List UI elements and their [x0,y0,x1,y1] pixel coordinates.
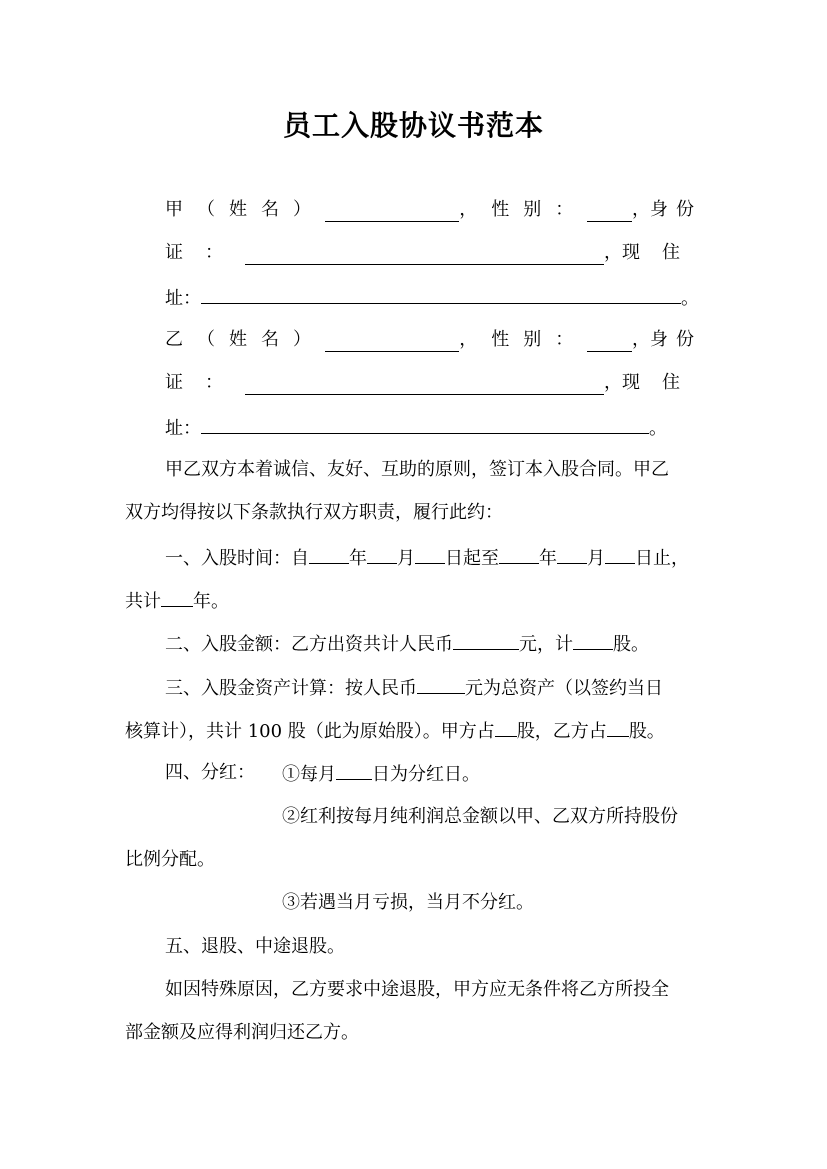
clause-1-total-end: 年。 [193,591,229,612]
party-b-id-label-1: 身份 [650,329,702,350]
party-b-addr-label-2: 址： [165,418,201,439]
clause-3-line-1 [165,675,663,701]
party-b-addr-label-1: 现住 [622,372,702,393]
clause-3-amount-blank[interactable] [417,675,465,694]
clause-1-from-label: 日起至 [445,548,499,569]
clause-3-label: 三、入股金资产计算：按人民币 [165,678,417,699]
clause-4-label: 四、分红： [165,762,255,783]
party-a-id-label-1: 身份 [650,199,702,220]
clause-4-item-1 [282,761,480,787]
clause-4-item-1-b: 日为分红日。 [372,764,480,785]
clause-4-item-2-line-1: ②红利按每月纯利润总金额以甲、乙双方所持股份 [282,806,678,827]
clause-1-total-years-blank[interactable] [161,588,193,607]
clause-3-end: 股。 [628,721,665,742]
clause-1-start-day-blank[interactable] [415,545,445,564]
clause-3-line-2 [125,718,665,744]
clause-4-item-1-a: ①每月 [282,764,336,785]
party-b-name-blank[interactable] [325,333,459,352]
clause-2-line [165,631,649,657]
clause-1-month-label-2: 月 [587,548,605,569]
clause-3-party-a-shares-blank[interactable] [495,718,517,737]
party-b-sex-label: ，性别： [459,329,588,350]
clause-5-heading: 五、退股、中途退股。 [165,936,345,957]
party-a-name-blank[interactable] [325,203,459,222]
party-a-sex-blank[interactable] [587,203,632,222]
clause-1-end-month-blank[interactable] [557,545,587,564]
clause-1-end-year-blank[interactable] [499,545,539,564]
party-b-id-label-2: 证： [165,372,245,393]
clause-2-yuan-label: 元，计 [519,634,573,655]
party-b-sex-blank[interactable] [587,333,632,352]
party-b-comma: ， [632,329,650,350]
clause-4-item-2-line-2: 比例分配。 [125,849,215,870]
clause-3-party-b-shares-blank[interactable] [607,718,629,737]
clause-5-line-2: 部金额及应得利润归还乙方。 [125,1022,359,1043]
clause-1-start-month-blank[interactable] [367,545,397,564]
clause-1-line-2 [125,588,229,614]
party-a-name-label: 甲（姓名） [165,199,325,220]
document-title: 员工入股协议书范本 [282,109,544,142]
clause-2-shares-blank[interactable] [573,631,613,650]
clause-4-day-blank[interactable] [336,761,372,780]
party-a-addr-row [165,285,699,311]
clause-2-amount-blank[interactable] [453,631,519,650]
party-a-addr-blank[interactable] [201,285,681,304]
clause-1-year-label: 年 [349,548,367,569]
party-b-id-row [165,371,702,395]
party-a-comma: ， [632,199,650,220]
intro-line-2: 双方均得按以下条款执行双方职责，履行此约： [125,502,503,523]
party-a-id-label-2: 证： [165,242,245,263]
party-a-addr-label-1: 现住 [622,242,702,263]
clause-1-line-1 [165,545,689,571]
party-b-name-label: 乙（姓名） [165,329,325,350]
clause-1-total-label: 共计 [125,591,161,612]
clause-4-item-3: ③若遇当月亏损，当月不分红。 [282,892,534,913]
clause-1-end-day-blank[interactable] [605,545,635,564]
clause-1-to-label: 日止， [635,548,689,569]
clause-2-shares-label: 股。 [613,634,649,655]
party-a-comma-2: ， [604,242,622,263]
clause-1-month-label: 月 [397,548,415,569]
party-a-end: 。 [681,288,699,309]
party-a-sex-label: ，性别： [459,199,588,220]
party-b-comma-2: ， [604,372,622,393]
clause-3-label-b: 元为总资产（以签约当日 [465,678,663,699]
clause-3-total-label: 核算计），共计 100 股（此为原始股）。甲方占 [125,721,495,742]
clause-1-year-label-2: 年 [539,548,557,569]
clause-2-label: 二、入股金额：乙方出资共计人民币 [165,634,453,655]
party-b-addr-blank[interactable] [201,415,649,434]
clause-1-label: 一、入股时间：自 [165,548,309,569]
party-a-id-row [165,241,702,265]
clause-3-party-b-label: 股，乙方占 [516,721,607,742]
party-b-id-blank[interactable] [245,376,604,395]
party-b-end: 。 [649,418,667,439]
clause-5-line-1: 如因特殊原因，乙方要求中途退股，甲方应无条件将乙方所投全 [165,979,669,1000]
party-a-name-row [165,198,702,222]
party-a-id-blank[interactable] [245,246,604,265]
clause-1-start-year-blank[interactable] [309,545,349,564]
party-a-addr-label-2: 址： [165,288,201,309]
party-b-name-row [165,328,702,352]
party-b-addr-row [165,415,667,441]
intro-line-1: 甲乙双方本着诚信、友好、互助的原则，签订本入股合同。甲乙 [165,459,669,480]
